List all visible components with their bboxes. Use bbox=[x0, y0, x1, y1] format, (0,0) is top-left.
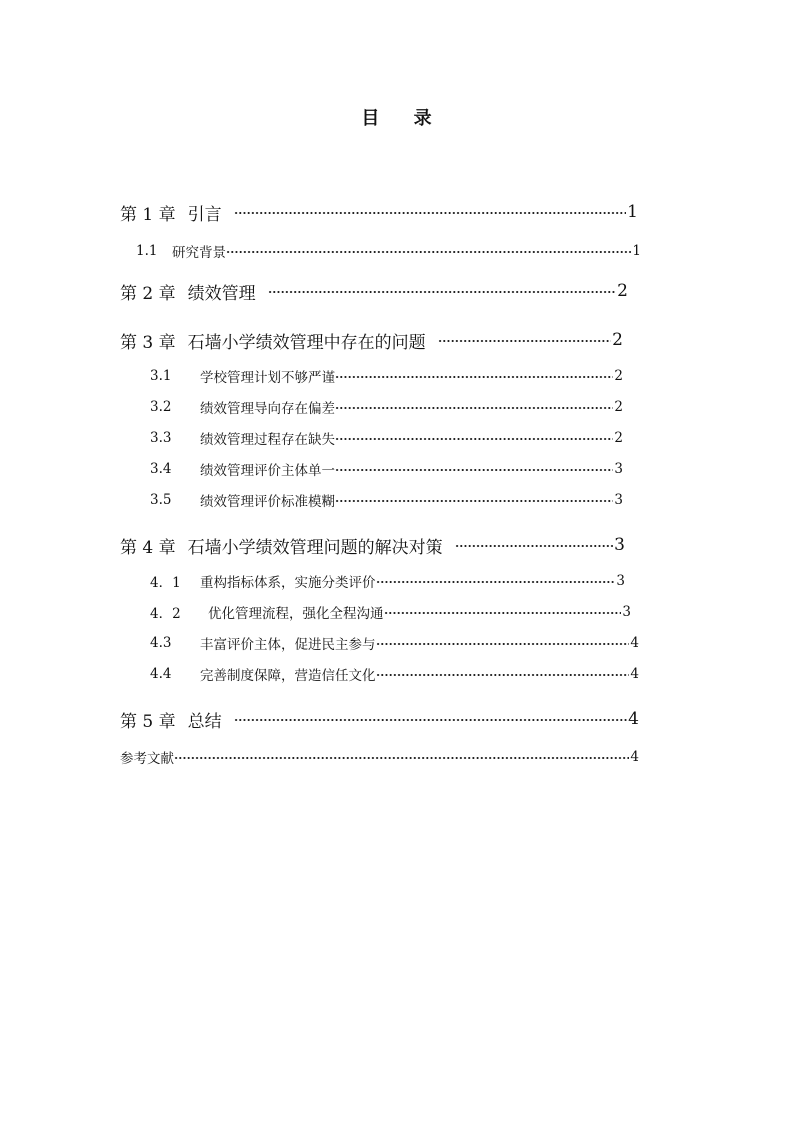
toc-title: 绩效管理过程存在缺失 bbox=[200, 432, 335, 448]
leader-dots bbox=[268, 290, 617, 294]
toc-title: 研究背景 bbox=[172, 245, 226, 261]
toc-title: 学校管理计划不够严谨 bbox=[200, 370, 335, 386]
toc-page: 2 bbox=[617, 281, 628, 301]
toc-label: 3.5 bbox=[150, 492, 172, 508]
leader-dots bbox=[335, 437, 613, 441]
toc-entry-4-1[interactable] bbox=[150, 569, 625, 593]
toc-title: 石墙小学绩效管理中存在的问题 bbox=[187, 332, 426, 353]
toc-page: 4 bbox=[630, 635, 639, 651]
toc-heading: 目 录 bbox=[361, 108, 446, 129]
leader-dots bbox=[234, 718, 628, 722]
toc-label: 4.3 bbox=[150, 635, 172, 651]
toc-page: 1 bbox=[627, 202, 638, 222]
toc-page: 3 bbox=[614, 492, 623, 508]
toc-page: 2 bbox=[614, 430, 623, 446]
toc-title: 绩效管理 bbox=[187, 283, 256, 304]
leader-dots bbox=[234, 211, 627, 215]
toc-label: 3.3 bbox=[150, 430, 172, 446]
toc-label: 第 3 章 bbox=[120, 332, 176, 353]
leader-dots bbox=[335, 406, 613, 410]
toc-label: 4．2 bbox=[150, 606, 181, 622]
toc-entry-references[interactable] bbox=[120, 745, 639, 769]
toc-title: 完善制度保障，营造信任文化 bbox=[200, 668, 376, 684]
toc-entry-4-2[interactable] bbox=[150, 600, 631, 624]
toc-page: 3 bbox=[616, 573, 625, 589]
toc-title: 绩效管理评价主体单一 bbox=[200, 463, 335, 479]
toc-label: 第 2 章 bbox=[120, 283, 176, 304]
toc-entry-3-3[interactable] bbox=[150, 426, 623, 450]
toc-entry-chapter-1[interactable] bbox=[120, 200, 638, 224]
leader-dots bbox=[376, 580, 616, 584]
toc-page: 3 bbox=[614, 461, 623, 477]
toc-label: 3.2 bbox=[150, 399, 172, 415]
leader-dots bbox=[335, 468, 613, 472]
leader-dots bbox=[335, 499, 613, 503]
leader-dots bbox=[455, 544, 614, 548]
toc-title: 引言 bbox=[187, 204, 222, 225]
leader-dots bbox=[174, 756, 629, 760]
toc-title: 优化管理流程，强化全程沟通 bbox=[208, 606, 384, 622]
toc-title: 重构指标体系，实施分类评价 bbox=[200, 575, 376, 591]
toc-entry-4-3[interactable] bbox=[150, 631, 639, 655]
toc-page: 4 bbox=[630, 749, 639, 765]
toc-title: 绩效管理导向存在偏差 bbox=[200, 401, 335, 417]
toc-label: 1.1 bbox=[136, 243, 158, 259]
toc-entry-3-1[interactable] bbox=[150, 364, 623, 388]
toc-page: 1 bbox=[632, 243, 641, 259]
toc-label: 4.4 bbox=[150, 666, 172, 682]
leader-dots bbox=[376, 673, 630, 677]
toc-label: 第 5 章 bbox=[120, 711, 176, 732]
toc-page: 2 bbox=[614, 399, 623, 415]
toc-label: 第 1 章 bbox=[120, 204, 176, 225]
toc-label: 3.1 bbox=[150, 368, 172, 384]
leader-dots bbox=[226, 250, 631, 254]
toc-entry-3-2[interactable] bbox=[150, 395, 623, 419]
toc-entry-4-4[interactable] bbox=[150, 662, 639, 686]
leader-dots bbox=[384, 611, 622, 615]
toc-entry-chapter-5[interactable] bbox=[120, 707, 639, 731]
toc-entry-chapter-3[interactable] bbox=[120, 328, 623, 352]
leader-dots bbox=[376, 642, 630, 646]
leader-dots bbox=[335, 375, 613, 379]
toc-page: 4 bbox=[628, 709, 639, 729]
toc-page: 4 bbox=[630, 666, 639, 682]
toc-label: 3.4 bbox=[150, 461, 172, 477]
toc-title: 总结 bbox=[187, 711, 222, 732]
toc-entry-3-5[interactable] bbox=[150, 488, 623, 512]
toc-title: 丰富评价主体，促进民主参与 bbox=[200, 637, 376, 653]
toc-page: 3 bbox=[614, 535, 625, 555]
toc-entry-1-1[interactable] bbox=[136, 239, 641, 263]
toc-page: 2 bbox=[614, 368, 623, 384]
toc-entry-3-4[interactable] bbox=[150, 457, 623, 481]
toc-title: 参考文献 bbox=[120, 751, 174, 767]
toc-label: 4．1 bbox=[150, 575, 181, 591]
toc-label: 第 4 章 bbox=[120, 537, 176, 558]
toc-title: 石墙小学绩效管理问题的解决对策 bbox=[187, 537, 443, 558]
toc-title: 绩效管理评价标准模糊 bbox=[200, 494, 335, 510]
toc-entry-chapter-2[interactable] bbox=[120, 279, 628, 303]
toc-entry-chapter-4[interactable] bbox=[120, 533, 625, 557]
toc-page: 3 bbox=[622, 604, 631, 620]
leader-dots bbox=[438, 339, 612, 343]
toc-page: 2 bbox=[612, 330, 623, 350]
